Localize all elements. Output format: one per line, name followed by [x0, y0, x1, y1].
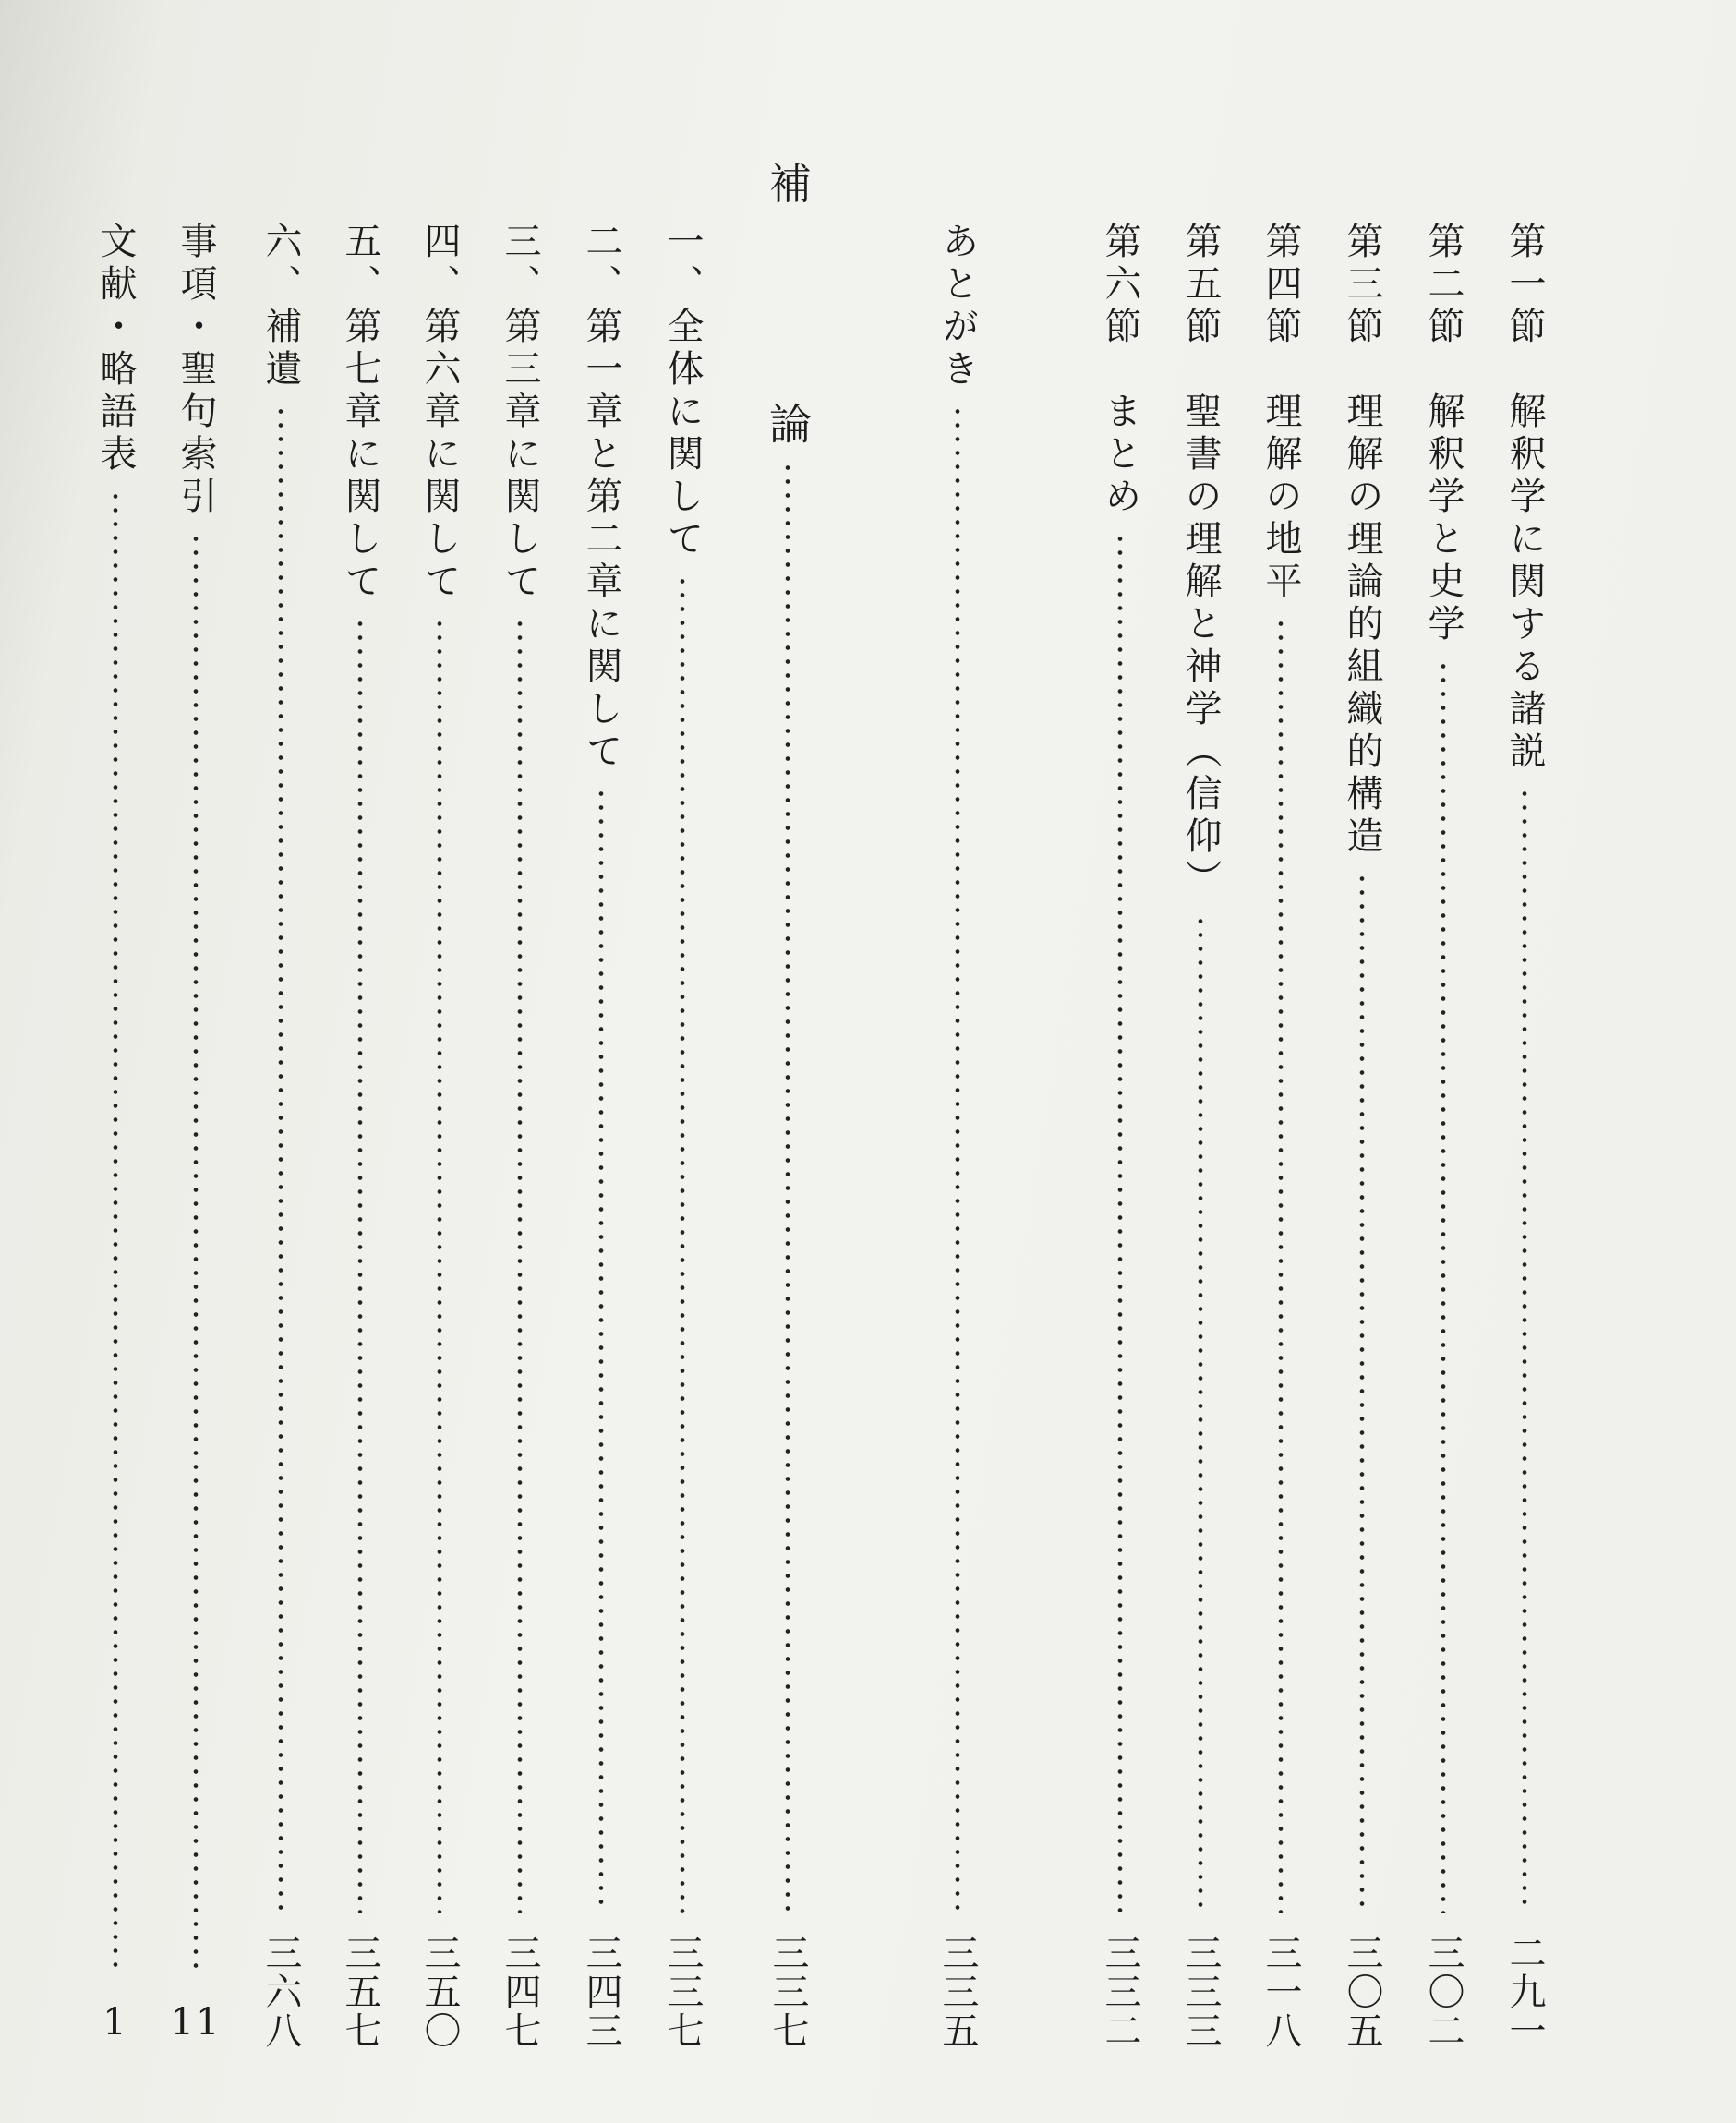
entry-title: 第一節 解釈学に関する諸説	[1503, 222, 1546, 774]
page-number: 三三七	[661, 1934, 704, 2050]
dot-leader	[436, 617, 443, 1913]
page-number: 三一八	[1260, 1934, 1302, 2050]
entry-title: あとがき	[936, 222, 979, 392]
page-number: 1	[102, 2001, 128, 2044]
dot-leader	[277, 404, 284, 1913]
entry-title: 第六節 まとめ	[1099, 222, 1141, 519]
toc-entry	[655, 222, 710, 2050]
dot-leader	[112, 489, 119, 1974]
entry-title: 第四節 理解の地平	[1260, 222, 1302, 604]
page-number: 三五〇	[418, 1934, 461, 2050]
dot-leader	[1197, 914, 1204, 1913]
entry-title: 三、第三章に関して	[499, 222, 541, 604]
toc-heading	[760, 162, 815, 2050]
page-number: 三〇五	[1341, 1934, 1383, 2050]
dot-leader	[192, 532, 199, 1974]
toc-entry	[573, 222, 629, 2050]
heading-char: 論	[763, 402, 813, 448]
page-number: 11	[170, 2001, 222, 2044]
entry-title: 六、補遺	[259, 222, 302, 392]
toc-entry	[492, 222, 548, 2050]
page-number: 三三七	[766, 1934, 809, 2050]
entry-title: 第二節 解釈学と史学	[1422, 222, 1465, 646]
dot-leader	[1521, 787, 1528, 1913]
entry-title: 第五節 聖書の理解と神学（信仰）	[1179, 222, 1222, 901]
toc-entry	[1253, 222, 1308, 2050]
heading-char: 補	[763, 162, 813, 208]
dot-leader	[356, 617, 364, 1913]
toc-entry	[1416, 222, 1471, 2050]
toc-entry	[1092, 222, 1148, 2050]
dot-leader	[1277, 617, 1284, 1913]
dot-leader	[954, 404, 961, 1913]
entry-title: 第三節 理解の理論的組織的構造	[1341, 222, 1383, 859]
entry-title: 二、第一章と第二章に関して	[580, 222, 622, 774]
toc-entry	[332, 222, 388, 2050]
entry-title: 文献・略語表	[94, 222, 137, 476]
page-number: 三〇二	[1422, 1934, 1465, 2050]
entry-title: 五、第七章に関して	[339, 222, 381, 604]
dot-leader	[1358, 872, 1366, 1913]
page-number: 三三五	[936, 1934, 979, 2050]
page-number: 三五七	[339, 1934, 381, 2050]
toc-entry	[412, 222, 467, 2050]
entry-title: 一、全体に関して	[661, 222, 704, 561]
entry-title: 事項・聖句索引	[175, 222, 217, 519]
toc-entry	[253, 222, 308, 2050]
dot-leader	[1116, 532, 1124, 1913]
dot-leader	[597, 787, 605, 1913]
page-number: 三六八	[259, 1934, 302, 2050]
toc-entry	[1173, 222, 1228, 2050]
page-number: 三四七	[499, 1934, 541, 2050]
page-number: 二九一	[1503, 1934, 1546, 2050]
toc-entry	[930, 222, 985, 2050]
dot-leader	[679, 574, 686, 1913]
page-number: 三三二	[1099, 1934, 1141, 2050]
toc-entry	[88, 222, 143, 2050]
toc-entry	[168, 222, 223, 2050]
page-number: 三四三	[580, 1934, 622, 2050]
dot-leader	[1440, 659, 1447, 1913]
page-number: 三三三	[1179, 1934, 1222, 2050]
dot-leader	[516, 617, 524, 1913]
toc-entry	[1334, 222, 1390, 2050]
toc-entry	[1497, 222, 1552, 2050]
dot-leader	[784, 461, 791, 1913]
entry-title: 四、第六章に関して	[418, 222, 461, 604]
